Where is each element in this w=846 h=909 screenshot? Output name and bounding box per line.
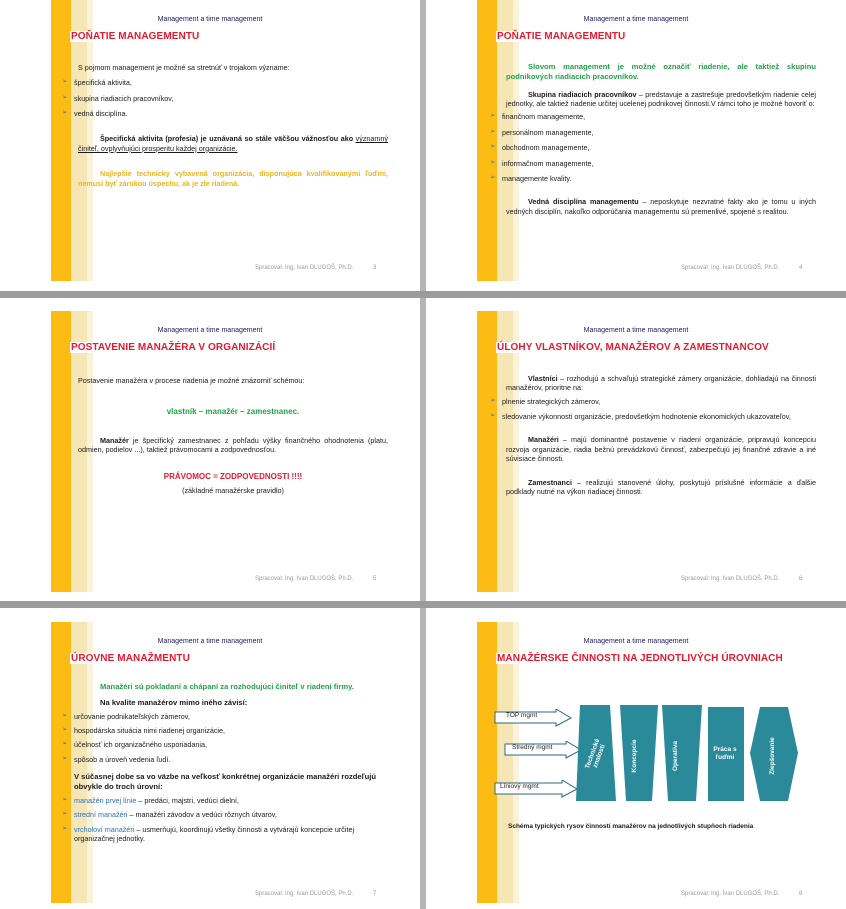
paragraph-bold: Vedná disciplína managementu — [528, 197, 639, 207]
level-item — [66, 810, 388, 819]
diagram-caption: Schéma typických rysov činností manažérov na jednotlivých stupňoch riadenia — [508, 823, 754, 830]
footer — [255, 576, 377, 582]
paragraph — [506, 478, 816, 497]
footer — [255, 891, 377, 897]
slide-body — [78, 376, 388, 499]
activity-label-people: Práca s ľuďmi — [713, 745, 737, 761]
decor-bar — [477, 0, 497, 281]
paragraph-rest: – neposkytuje nezvratné fakty ako je tomu u iných vedných disciplín, nakoľko odporúčania managementu sú premenlivé, spojené s realitou. — [506, 197, 816, 216]
paragraph-part: Špecifická aktivita (profesia) je uznávaná so stále väčšou vážnosťou ako — [100, 134, 356, 144]
bullet-item: ➢ finančnom managemente, — [494, 112, 816, 121]
slide-title: POSTAVENIE MANAŽÉRA V ORGANIZÁCIÍ — [71, 342, 276, 353]
level-item — [66, 796, 388, 805]
paragraph: Na kvalite manažérov mimo iného závisí: — [100, 697, 248, 707]
slide-body — [502, 374, 816, 500]
slide-number: 3 — [373, 265, 377, 271]
paragraph-rest: – rozhodujú a schvaľujú strategické zámery organizácie, dohliadajú na činnosti manažérov, prioritne na: — [506, 374, 816, 393]
level-desc: – usmerňujú, koordinujú všetky činnosti a vytvárajú koncepcie určitej organizačnej jednotky. — [74, 824, 355, 843]
paragraph-rest: – realizujú stanovené úlohy, poskytujú príslušné informácie a ďalšie podklady nutné na výkon riadiacej činnosti. — [506, 477, 816, 496]
level-desc: – predáci, majstri, vedúci dielní, — [136, 795, 239, 805]
bullet-item: ➢ špecifická aktivita, — [66, 78, 388, 87]
level-arrow-top — [494, 709, 572, 732]
paragraph-bold: Skupina riadiacich pracovníkov — [528, 89, 637, 99]
bullet-item: ➢ personálnom managemente, — [494, 128, 816, 137]
slide-6[interactable] — [426, 311, 846, 601]
level-item — [66, 825, 388, 844]
decor-bar — [51, 0, 71, 281]
intro-text: S pojmom management je možné sa stretnúť v trojakom význame: — [78, 63, 290, 72]
slide-body — [74, 682, 388, 843]
slide-body — [74, 63, 388, 192]
slide-8[interactable] — [426, 622, 846, 909]
activity-label-improvement: Zlepšovanie — [768, 737, 776, 775]
motto-subtitle: (základné manažérske pravidlo) — [182, 485, 284, 495]
slide-number: 6 — [799, 576, 803, 582]
slide-7[interactable] — [0, 622, 420, 909]
bullet-item: ➢ určovanie podnikateľských zámerov, — [66, 712, 388, 721]
slide-number: 7 — [373, 891, 377, 897]
slide-3[interactable] — [0, 0, 420, 290]
bullet-item: ➢ plnenie strategických zámerov, — [494, 397, 816, 406]
activity-label-technical: Technické znalosti — [584, 737, 607, 770]
bullet-item: ➢ sledovanie výkonnosti organizácie, predovšetkým hodnotenie ekonomických ukazovateľov, — [494, 412, 816, 421]
activity-label-operations: Operatíva — [671, 741, 679, 771]
paragraph-bold: Vlastníci — [528, 374, 558, 383]
slide-4[interactable] — [426, 0, 846, 290]
level-name: vrcholoví manažéri — [74, 824, 135, 834]
level-label: TOP mgmt — [506, 712, 538, 719]
bullet-item: ➢ managemente kvality. — [494, 174, 816, 183]
level-label: Líniový mgmt — [500, 783, 539, 790]
decor-bar — [51, 311, 71, 592]
paragraph-bold: Zamestnanci — [528, 477, 572, 487]
slide-header: Management a time management — [583, 638, 689, 645]
slide-header: Management a time management — [157, 327, 263, 334]
bullet-item: ➢ vedná disciplína. — [66, 109, 388, 118]
slide-body — [502, 62, 816, 220]
level-label: Stredný mgmt — [512, 744, 553, 751]
level-desc: – manažéri závodov a vedúci rôznych útvarov, — [127, 810, 277, 820]
row-separator-1 — [0, 291, 846, 298]
slide-title: ÚROVNE MANAŽMENTU — [71, 653, 190, 664]
paragraph — [506, 435, 816, 463]
bullet-item: ➢ skupina riadiacich pracovníkov, — [66, 94, 388, 103]
paragraph — [506, 197, 816, 216]
slide-5[interactable] — [0, 311, 420, 601]
bullet-item: ➢ hospodárska situácia nimi riadenej organizácie, — [66, 726, 388, 735]
bullet-item: ➢ účelnosť ich organizačného usporiadania, — [66, 740, 388, 749]
bullet-item: ➢ informačnom managemente, — [494, 159, 816, 168]
paragraph-underlined: významný činiteľ, ovplyvňujúci prosperitu každej organizácie. — [78, 134, 388, 153]
level-arrow-bottom — [494, 780, 578, 803]
motto-text: PRÁVOMOC = ZODPOVEDNOSTI !!!! — [163, 472, 303, 482]
row-separator-2 — [0, 601, 846, 608]
paragraph — [78, 134, 388, 153]
slide-title: ÚLOHY VLASTNÍKOV, MANAŽÉROV A ZAMESTNANCOV — [497, 342, 769, 353]
intro-text: Slovom management je možné označiť riadenie, ale taktiež skupinu podnikových riadiacich pracovníkov. — [506, 62, 816, 81]
paragraph-rest: je špecifický zamestnanec z pohľadu výšky finančného ohodnotenia (platu, odmien, podielov ...), taktiež právomocami a zodpovednosťou. — [78, 435, 388, 455]
slide-title: MANAŽÉRSKE ČINNOSTI NA JEDNOTLIVÝCH ÚROVNIACH — [497, 653, 783, 664]
slide-header: Management a time management — [157, 16, 263, 23]
decor-bar — [477, 622, 497, 903]
footer — [681, 891, 803, 897]
highlight-paragraph: Najlepšie technicky vybavená organizácia, disponujúca kvalifikovanými ľuďmi, nemusí byť zárukou úspechu, ak je zle riadená. — [78, 169, 388, 188]
footer-author: Spracoval: Ing. Ivan DLUGOŠ, Ph.D. — [681, 265, 780, 271]
slide-number: 4 — [799, 265, 803, 271]
bullet-item: ➢ obchodnom managemente, — [494, 143, 816, 152]
footer-author: Spracoval: Ing. Ivan DLUGOŠ, Ph.D. — [255, 891, 354, 897]
slide-header: Management a time management — [583, 327, 689, 334]
paragraph-rest: – predstavuje a zastrešuje predovšetkým riadenie celej jednotky, ale taktiež riadenie určitej ucelenej podnikovej činnosti.V rámci toho je možné hovoriť o: — [506, 89, 816, 109]
footer-author: Spracoval: Ing. Ivan DLUGOŠ, Ph.D. — [255, 265, 354, 271]
bullet-item: ➢ spôsob a úroveň vedenia ľudí. — [66, 755, 388, 764]
paragraph: V súčasnej dobe sa vo väzbe na veľkosť konkrétnej organizácie manažéri rozdeľujú obvykle do troch úrovní: — [74, 772, 376, 792]
intro-text: Manažéri sú pokladaní a chápaní za rozhodujúci činiteľ v riadení firmy. — [100, 682, 354, 691]
paragraph-rest: – majú dominantné postavenie v riadení organizácie, pripravujú koncepciu rozvoja organizácie, riadia bežnú prevádzkovú činnosť, zabezpečujú jej finančné zdravie a iné súvisiace činnosti. — [506, 435, 816, 464]
paragraph — [506, 374, 816, 393]
intro-text: Postavenie manažéra v procese riadenia je možné znázorniť schémou: — [78, 376, 305, 385]
footer-author: Spracoval: Ing. Ivan DLUGOŠ, Ph.D. — [255, 576, 354, 582]
slide-header: Management a time management — [157, 638, 263, 645]
slide-header: Management a time management — [583, 16, 689, 23]
level-arrow-middle — [504, 741, 582, 764]
paragraph — [506, 90, 816, 109]
footer-author: Spracoval: Ing. Ivan DLUGOŠ, Ph.D. — [681, 891, 780, 897]
footer — [681, 265, 803, 271]
paragraph-bold: Manažér — [100, 435, 129, 445]
paragraph-bold: Manažéri — [528, 435, 559, 445]
paragraph — [78, 436, 388, 455]
scheme-text: vlastník – manažér – zamestnanec. — [166, 407, 300, 417]
slide-number: 8 — [799, 891, 803, 897]
activity-label-concepts: Koncepcie — [630, 739, 638, 773]
slide-title: POŇATIE MANAGEMENTU — [71, 31, 200, 42]
footer — [255, 265, 377, 271]
slide-number: 5 — [373, 576, 377, 582]
footer-author: Spracoval: Ing. Ivan DLUGOŠ, Ph.D. — [681, 576, 780, 582]
activity-shape-operations — [662, 705, 702, 801]
decor-bar — [477, 311, 497, 592]
slide-title: POŇATIE MANAGEMENTU — [497, 31, 626, 42]
level-name: strední manažéri — [74, 810, 128, 820]
level-name: manažéri prvej línie — [74, 795, 137, 805]
footer — [681, 576, 803, 582]
